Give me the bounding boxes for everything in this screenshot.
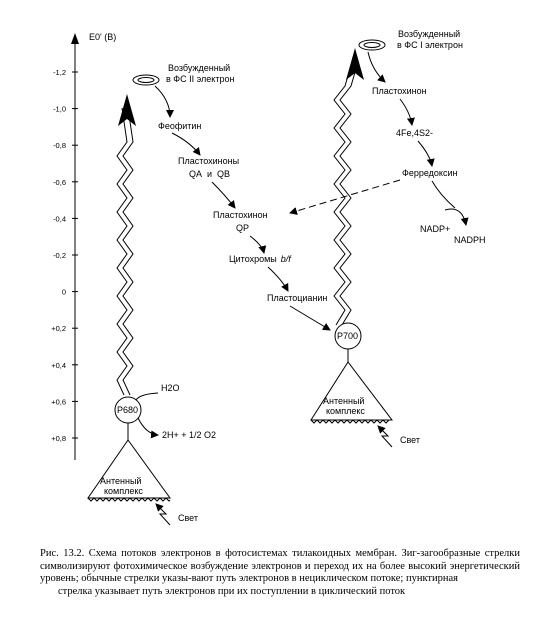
ps1-antenna-label-2: комплекс <box>326 406 365 416</box>
caption-line-1: Рис. 13.2. Схема потоков электронов в фотосистемах тилакоидных мембран. Зиг-загообразные стрелки символизируют фотохимическое возбуждение электронов и переход их на более высокий энергетический уровень; обычные стрелки указы-вают путь электронов в нециклическом потоке; пунктирная <box>40 548 520 584</box>
p680-label: P680 <box>117 405 139 415</box>
axis-tick-label: +0,2 <box>51 324 66 334</box>
energy-axis <box>51 32 116 460</box>
axis-label: E0' (B) <box>89 32 117 42</box>
nadp-label: NADP+ <box>420 224 451 234</box>
p700-label: P700 <box>337 331 359 341</box>
axis-tick-label: +0,8 <box>51 434 66 443</box>
water-label: H2O <box>161 383 180 393</box>
plastoquinones-label: Пластохиноны <box>178 156 240 166</box>
axis-tick-label: -0,8 <box>53 141 66 151</box>
cyclic-flow-dashed-arrow <box>290 180 400 213</box>
ps1-electron-path <box>368 52 466 225</box>
axis-tick-label: 0 <box>61 287 66 297</box>
axis-tick-label: -1,0 <box>53 104 66 114</box>
plastocyanin-label: Пластоцианин <box>267 293 328 303</box>
axis-arrow-icon <box>71 33 79 44</box>
ps2-excitation-zigzag <box>117 94 136 395</box>
ferredoxin-label: Ферредоксин <box>402 168 458 178</box>
ferredoxin-to-nadp-arrow <box>432 181 455 208</box>
ps1-light-label: Свет <box>400 435 421 445</box>
plastoquinone-label: Пластохинон <box>213 210 268 220</box>
ps1-excitation-zigzag <box>334 48 364 325</box>
axis-tick-label: -0,2 <box>53 251 66 260</box>
axis-tick-label: -1,2 <box>53 68 66 77</box>
ps1-antenna-label-1: Антенный <box>323 396 365 406</box>
ps1-excited-label-2: в ФС I электрон <box>397 40 463 50</box>
ps1-plastoquinone-label: Пластохинон <box>372 86 427 96</box>
ps2-light-label: Свет <box>178 513 199 523</box>
axis-tick-label: -0,6 <box>53 177 66 187</box>
plastoquinone-qp-label: QP <box>236 223 250 233</box>
ps2-zigzag-arrowhead-icon <box>118 94 136 126</box>
ps2-excited-label-2: в ФС II электрон <box>166 74 235 84</box>
axis-tick-label: +0,4 <box>51 360 66 370</box>
oxygen-products-label: 2H+ + 1/2 O2 <box>162 430 217 440</box>
ps2-excited-electron-icon <box>133 75 159 85</box>
plastoquinones-q-label: QA и QB <box>189 169 231 179</box>
pheophytin-label: Феофитин <box>158 121 202 131</box>
axis-ticks <box>51 68 78 443</box>
axis-tick-label: -0,4 <box>53 214 66 224</box>
caption-line-2: стрелка указывает путь электронов при их поступлении в циклический поток <box>58 585 406 597</box>
axis-tick-label: +0,6 <box>51 397 66 407</box>
cytochromes-label: Цитохромы b/f <box>229 254 291 264</box>
nadph-label: NADPH <box>454 235 486 245</box>
ps1-zigzag-arrowhead-icon <box>346 48 364 80</box>
water-oxidation-curve <box>136 393 158 400</box>
ps1-excited-electron-icon <box>359 40 385 50</box>
fe-s-cluster-label: 4Fe,4S2- <box>396 128 434 138</box>
ps2-antenna-label-1: Антенный <box>100 476 142 486</box>
oxygen-release-arrow <box>138 418 158 435</box>
figure-caption <box>40 548 520 598</box>
ps1-light-icon <box>378 426 392 447</box>
ps2-light-icon <box>156 504 170 525</box>
ps2-antenna-label-2: комплекс <box>104 486 143 496</box>
ps2-excited-label-1: Возбужденный <box>168 63 231 73</box>
ps1-excited-label-1: Возбужденный <box>398 29 461 39</box>
